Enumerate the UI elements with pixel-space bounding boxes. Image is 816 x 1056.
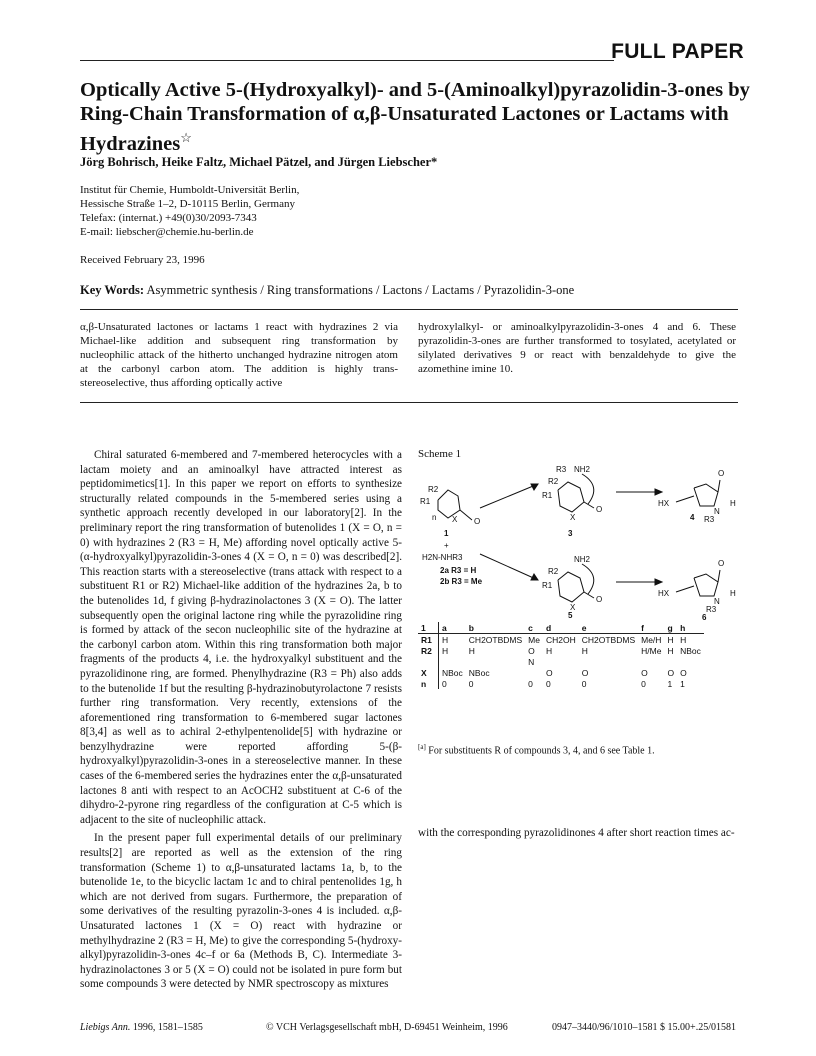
reagent-2a: 2a R3 = H (440, 566, 477, 575)
table-cell: CH2OTBDMS (581, 634, 636, 645)
keywords-label: Key Words: (80, 283, 145, 297)
arrow-head (531, 574, 538, 580)
label-R1: R1 (420, 497, 431, 506)
affiliation-line[interactable]: E-mail: liebscher@chemie.hu-berlin.de (80, 226, 254, 238)
label-R2: R2 (428, 485, 439, 494)
carbonyl-6 (718, 570, 720, 582)
body-left-column (80, 448, 402, 992)
label-R2: R2 (548, 477, 559, 486)
side-chain-6 (676, 586, 694, 592)
label-n: n (432, 513, 437, 522)
table-cell (664, 656, 677, 667)
table-cell: NBoc (680, 645, 701, 656)
keywords (80, 283, 574, 298)
table-cell: 0 (545, 678, 551, 689)
table-header-row (418, 622, 704, 634)
table-cell: O (667, 667, 675, 678)
table-header-cell: h (677, 622, 704, 634)
table-header-cell: d (543, 622, 579, 634)
table-cell: 0 (442, 678, 447, 689)
compound-number: 3 (568, 529, 573, 538)
table-cell: 0 (641, 678, 646, 689)
table-cell: CH2OTBDMS (468, 634, 523, 645)
body-right-column (418, 826, 738, 841)
footer-issn: 0947–3440/96/1010–1581 $ 15.00+.25/0 (552, 1022, 716, 1033)
arrow-head (531, 484, 538, 490)
abstract-right: hydroxylalkyl- or aminoalkylpyrazolidin-3-ones 4 and 6. These pyrazolidin-3-ones are further transformed to tosylated, acetylated or silylated derivatives 9 or react with benzaldehyde to give the azomethine imine 10. (418, 321, 736, 375)
substituent-table (418, 622, 704, 689)
table-cell: n (418, 678, 439, 689)
affiliation (80, 183, 299, 239)
label-H: H (730, 589, 736, 598)
table-row (418, 678, 704, 689)
footnote-text: For substituents R of compounds 3, 4, and 6 see Table 1. (428, 745, 655, 757)
table-cell: O (545, 667, 553, 678)
reagent-label: H2N-NHR3 (422, 553, 463, 562)
ring-6 (694, 574, 718, 596)
label-NH2: NH2 (574, 465, 591, 474)
label-H: H (730, 499, 736, 508)
table-header-cell: f (638, 622, 664, 634)
compound-number: 4 (690, 513, 695, 522)
table-cell: H/Me (641, 645, 662, 656)
table-cell: 1 (680, 678, 685, 689)
label-R3: R3 (706, 605, 717, 614)
label-R3: R3 (704, 515, 715, 524)
label-O: O (718, 559, 725, 568)
label-X: X (570, 513, 576, 522)
table-cell: 0 (528, 678, 533, 689)
table-cell: 0 (468, 678, 474, 689)
arrow-2-5 (480, 554, 538, 580)
carbonyl-4 (718, 480, 720, 492)
table-cell: Me (528, 634, 540, 645)
table-row (418, 634, 704, 646)
arrow-head (655, 489, 662, 495)
label-O: O (596, 505, 603, 514)
table-cell: H (468, 645, 475, 656)
table-cell: R2 (418, 645, 439, 656)
footer-publisher: © VCH Verlagsgesellschaft mbH, D-69451 Weinheim, 1996 (266, 1022, 508, 1033)
table-cell (525, 667, 543, 678)
table-cell: N (528, 656, 535, 667)
label-R3: R3 (556, 465, 567, 474)
ring-4 (694, 484, 718, 506)
table-cell: CH2OH (545, 634, 576, 645)
table-cell: O (680, 667, 687, 678)
section-label: FULL PAPER (611, 40, 744, 63)
received-date: Received February 23, 1996 (80, 254, 205, 266)
label-HX: HX (658, 589, 670, 598)
side-chain-4 (676, 496, 694, 502)
label-NH2: NH2 (574, 555, 591, 564)
abstract-top-rule (80, 309, 738, 310)
footer-journal: Liebigs Ann. 1996, 1581–1585 (80, 1022, 203, 1033)
footer-page-number: 1581 (716, 1022, 736, 1033)
arrow-1-3 (480, 484, 538, 508)
table-cell: H (667, 645, 674, 656)
ring-5 (558, 572, 584, 602)
table-header-cell: 1 (418, 622, 439, 634)
carbonyl-1 (460, 510, 472, 520)
label-HX: HX (658, 499, 670, 508)
body-paragraph-continued: with the corresponding pyrazolidinones 4 after short reaction times ac- (418, 827, 735, 839)
label-R1: R1 (542, 581, 553, 590)
table-cell (439, 656, 466, 667)
table-cell: H (442, 634, 449, 645)
label-O: O (596, 595, 603, 604)
arrow-head (655, 579, 662, 585)
table-header-cell: g (664, 622, 677, 634)
header-rule (80, 60, 614, 61)
table-cell (418, 656, 439, 667)
scheme-footnote (418, 743, 655, 756)
table-cell: O (528, 645, 535, 656)
label-O: O (474, 517, 481, 526)
table-cell: 1 (667, 678, 673, 689)
table-cell: H (581, 645, 588, 656)
affiliation-line: Hessische Straße 1–2, D-10115 Berlin, Germany (80, 198, 295, 210)
authors: Jörg Bohrisch, Heike Faltz, Michael Pätzel, and Jürgen Liebscher* (80, 155, 438, 169)
plus-sign: + (444, 541, 449, 550)
compound-number: 5 (568, 611, 573, 620)
label-N: N (714, 597, 720, 606)
label-X: X (452, 515, 458, 524)
label-N: N (714, 507, 720, 516)
affiliation-line: Telefax: (internat.) +49(0)30/2093-7343 (80, 212, 257, 224)
table-header-cell: b (466, 622, 525, 634)
abstract-bottom-rule (80, 402, 738, 403)
table-cell: Me/H (641, 634, 662, 645)
table-cell: R1 (418, 634, 439, 646)
affiliation-line: Institut für Chemie, Humboldt-Universität Berlin, (80, 184, 300, 196)
footnote-mark: [a] (418, 743, 426, 751)
keywords-list: Asymmetric synthesis / Ring transformations / Lactons / Lactams / Pyrazolidin-3-one (146, 283, 575, 297)
table-header-cell: a (439, 622, 466, 634)
table-cell: NBoc (468, 667, 490, 678)
table-cell (543, 656, 579, 667)
label-X: X (570, 603, 576, 612)
title-text: Optically Active 5-(Hydroxyalkyl)- and 5-(Aminoalkyl)pyrazolidin-3-ones by Ring-Chain Transformation of α,β-Unsaturated Lactones or Lactams with Hydrazines (80, 79, 750, 155)
table-header-cell: e (579, 622, 638, 634)
table-row (418, 656, 704, 667)
label-R1: R1 (542, 491, 553, 500)
table-row (418, 667, 704, 678)
table-cell (579, 656, 638, 667)
table-header-cell: c (525, 622, 543, 634)
table-cell: X (418, 667, 439, 678)
body-paragraph: In the present paper full experimental details of our preliminary results[2] are reported as well as the extension of the ring transformation (Scheme 1) to α,β-unsaturated lactams 1a, b, to the butenolide 1e, to the bicyclic lactam 1c and to chiral pentenolides 1g, h which are not derived from sugars. Furthermore, the preparation of some derivatives of the resulting pyrazolin-3-ones 4 is included. α,β-Unsaturated lactones 1 (X = O) react with hydrazine or methylhydrazine 2 (R3 = H, Me) to give the corresponding 5-(hydroxy-alkyl)pyrazolidin-3-ones 4c–f or 6a (Methods B, C). Intermediate 3-hydrazinolactones 3 or 5 (X = O) could not be isolated in pure form but some compounds 3 were detected by NMR spectroscopy as mixtures (80, 832, 402, 991)
table-cell: H (667, 634, 674, 645)
compound-number: 6 (702, 613, 707, 620)
table-cell (677, 656, 704, 667)
body-paragraph: Chiral saturated 6-membered and 7-membered heterocycles with a lactam moiety and an aminoalkyl have attracted interest as peptidomimetics[1]. In this paper we report on efforts to synthesize structurally related compounds in the 5-membered series using a synthetic approach recently developed in our laboratory[2]. In the preliminary report the ring transformation of butenolides 1 (X = O, n = 0) with hydrazines 2 (R3 = H, Me) affording novel optically active 5-(α-hydroxyalkyl)pyrazolidin-3-ones 4 (X = O, n = 0) was described[2]. This reaction starts with a stereoselective (trans attack with respect to a substituent R1 or R2) Michael-like addition of the hydrazines 2a, b to the butenolides 1d, f giving β-hydrazinolactones 3 (X = O). The latter subsequently open the original lactone ring while the pyrazolidine ring is formed by attack of the secon nucleophilic site of the hydrazine at the carbonyl carbon atom. Within this ring transformation both major fragments of the products 4, i.e. the hydroxyalkyl substituent and the pyrazolidinone ring, are formed. Phenylhydrazine (R3 = Ph) also adds to the butenolide 1f but the resulting β-hydrazinobutyrolactone 7 resists further ring transformation. Very recently, extensions of the aforementioned ring transformation to 6-membered sugar lactones 8[3,4] as well as to achiral 2-ethylpentenolide[5] with hydrazine or benzylhydrazine were reported affording 5-(β-hydroxyalkyl)pyrazolidin-3-ones in a stereoselective manner. In these cases of the 6-membered series the hydrazines enter the α,β-unsaturated lactones 8 anti with respect to an AcOCH2 substituent at C-6 of the dihydro-2-pyrone ring regardless of the configuration at C-5 which is adjacent to the site of nucleophilic attack. (80, 449, 402, 826)
ring-3 (558, 482, 584, 512)
table-cell: NBoc (442, 667, 463, 678)
scheme-diagram (418, 462, 740, 620)
label-R2: R2 (548, 567, 559, 576)
table-cell: 0 (581, 678, 587, 689)
table-cell: O (581, 667, 589, 678)
scheme-label: Scheme 1 (418, 448, 462, 460)
article-title (80, 78, 760, 156)
table-cell: H (442, 645, 449, 656)
table-cell: O (641, 667, 648, 678)
table-cell (638, 656, 664, 667)
label-O: O (718, 469, 725, 478)
compound-number: 1 (444, 529, 449, 538)
table-cell (466, 656, 525, 667)
table-cell: H (680, 634, 687, 645)
table-row (418, 645, 704, 656)
reagent-2b: 2b R3 = Me (440, 577, 483, 586)
table-cell: H (545, 645, 553, 656)
title-mark: ☆ (180, 130, 192, 145)
abstract-left: α,β-Unsaturated lactones or lactams 1 react with hydrazines 2 via Michael-like addition and subsequent ring transformation by nucleophilic attack of the hitherto unchanged hydrazine nitrogen atom at the carbonyl carbon atom. The addition is highly trans-stereoselective, thus affording optically active (80, 321, 398, 389)
ring-1 (438, 490, 460, 518)
